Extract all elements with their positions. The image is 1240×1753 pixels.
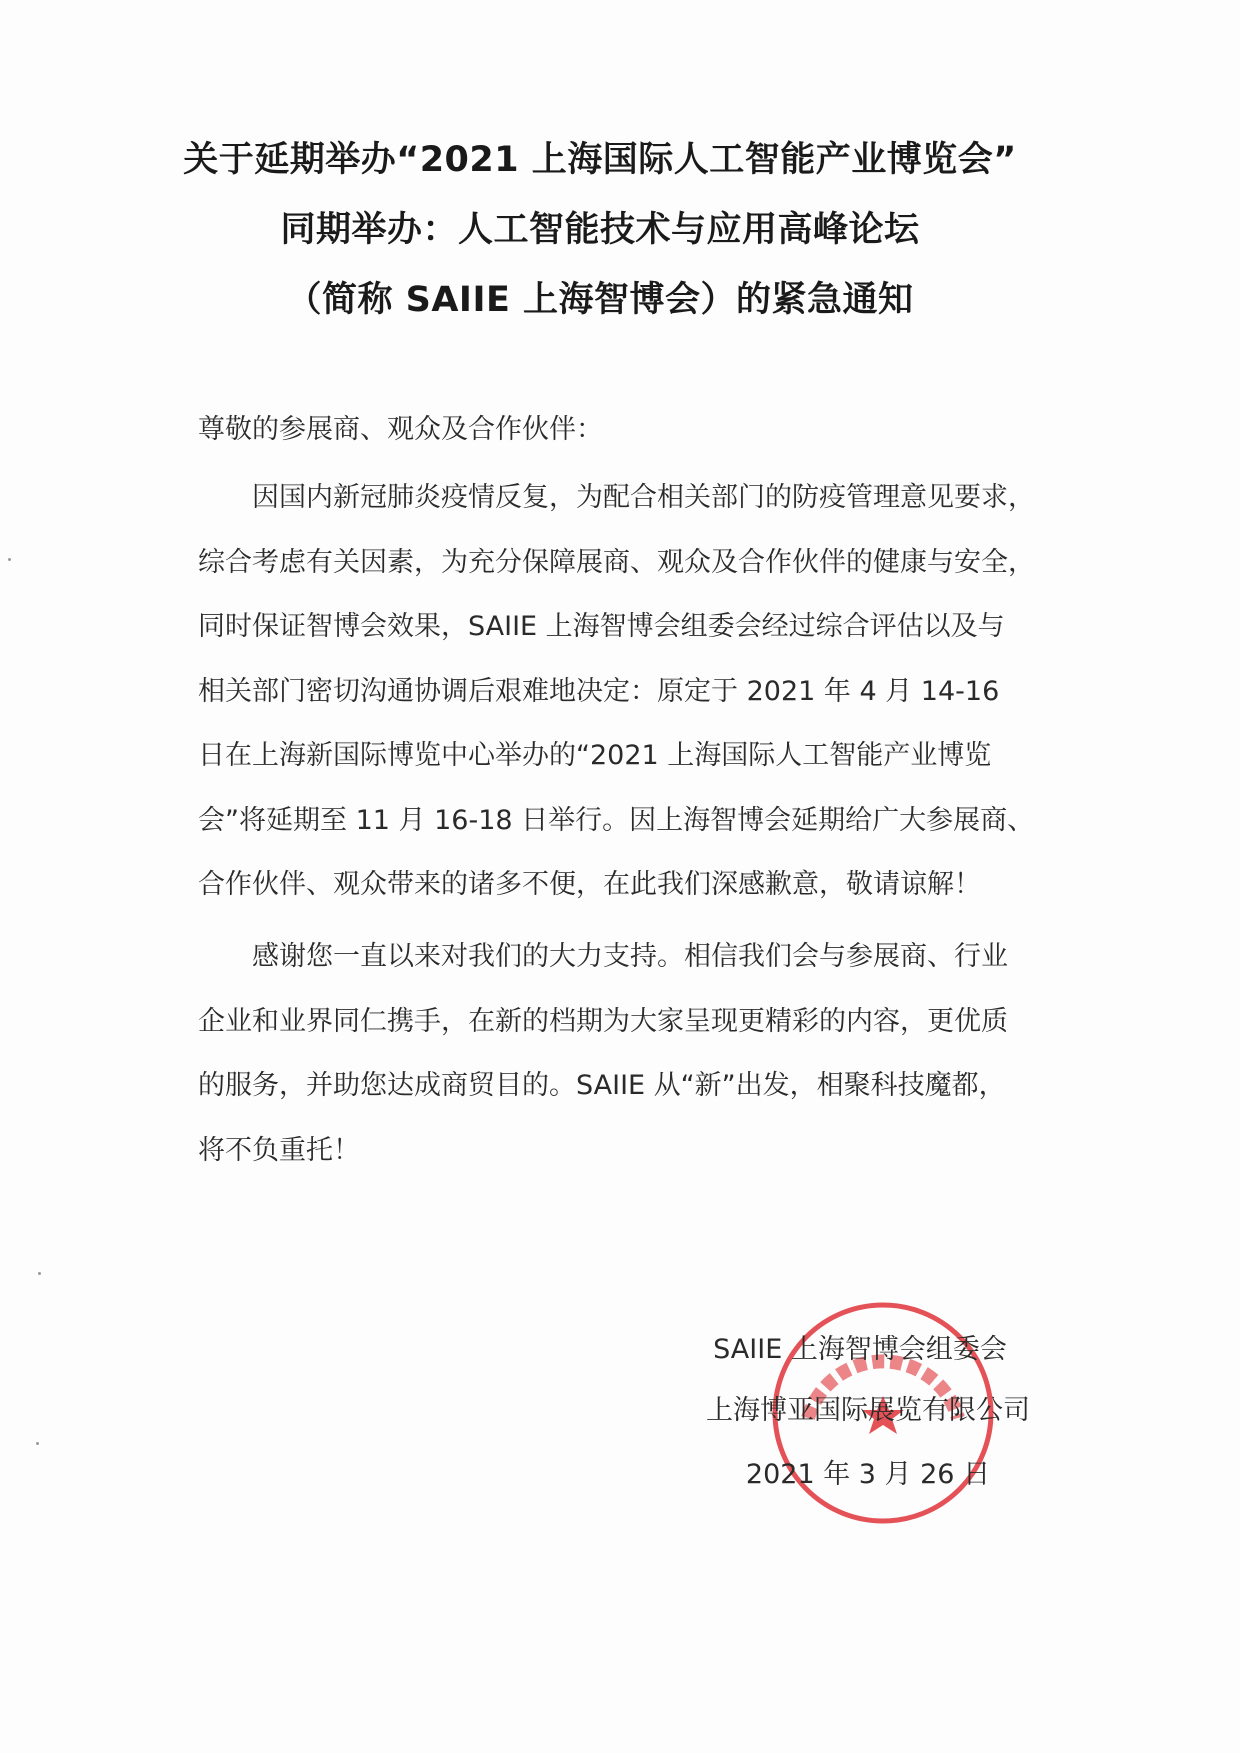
salutation: 尊敬的参展商、观众及合作伙伴： [198,414,603,445]
paragraph-1-line: 因国内新冠肺炎疫情反复，为配合相关部门的防疫管理意见要求， [198,482,1035,513]
signature-committee: SAIIE 上海智博会组委会 [713,1334,1007,1365]
paragraph-2-line: 感谢您一直以来对我们的大力支持。相信我们会与参展商、行业 [198,941,1008,972]
signature-company: 上海博亚国际展览有限公司 [706,1395,1030,1426]
paragraph-1-line: 相关部门密切沟通协调后艰难地决定：原定于 2021 年 4 月 14-16 [198,675,1000,707]
scan-speck [38,1272,41,1275]
paragraph-2-line: 将不负重托！ [198,1134,360,1166]
signature-date: 2021 年 3 月 26 日 [745,1459,991,1490]
paragraph-1-line: 会”将延期至 11 月 16-18 日举行。因上海智博会延期给广大参展商、 [198,804,1035,836]
paragraph-1-line: 合作伙伴、观众带来的诸多不便，在此我们深感歉意，敬请谅解！ [198,869,981,900]
paragraph-1-line: 同时保证智博会效果，SAIIE 上海智博会组委会经过综合评估以及与 [198,611,1005,642]
title-line-3: （简称 SAIIE 上海智博会）的紧急通知 [286,280,914,320]
paragraph-1 [198,466,1098,918]
paragraph-2-line: 企业和业界同仁携手，在新的档期为大家呈现更精彩的内容，更优质 [198,1005,1008,1037]
paragraph-1-line: 综合考虑有关因素，为充分保障展商、观众及合作伙伴的健康与安全， [198,546,1035,578]
title-line-2: 同期举办：人工智能技术与应用高峰论坛 [280,210,920,250]
title-line-1: 关于延期举办“2021 上海国际人工智能产业博览会” [183,140,1017,180]
scan-speck [8,558,11,561]
paragraph-2-line: 的服务，并助您达成商贸目的。SAIIE 从“新”出发，相聚科技魔都， [198,1070,1006,1101]
paragraph-1-line: 日在上海新国际博览中心举办的“2021 上海国际人工智能产业博览 [198,740,992,771]
document-title [150,125,1050,335]
paragraph-2 [198,925,1098,1183]
scan-speck [36,1442,39,1445]
